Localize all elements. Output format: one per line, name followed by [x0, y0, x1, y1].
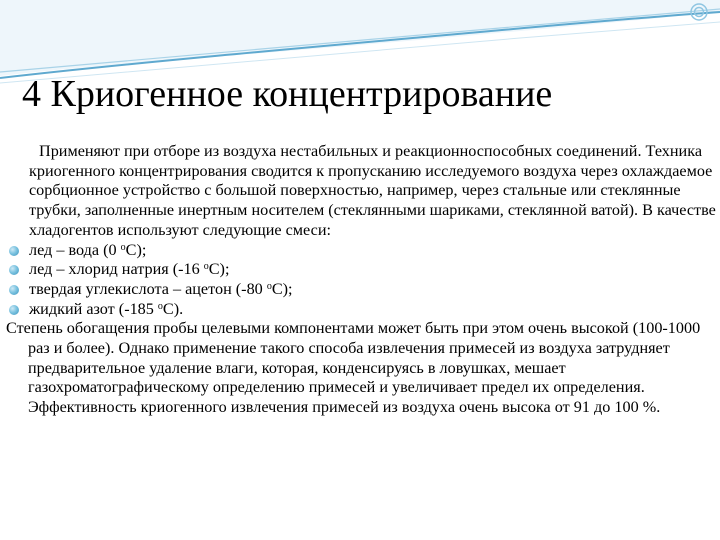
- bullet-dot-icon: [9, 305, 19, 315]
- degree-sign: о: [120, 241, 126, 253]
- degree-sign: о: [203, 261, 209, 273]
- bullet-text: жидкий азот (-185: [29, 299, 158, 318]
- bullet-text: лед – хлорид натрия (-16: [29, 260, 204, 279]
- bullet-text-end: С);: [125, 240, 147, 259]
- bullet-dot-icon: [9, 285, 19, 295]
- bullet-dot-icon: [9, 246, 19, 256]
- bullet-item: [6, 241, 716, 261]
- degree-sign: о: [157, 300, 163, 312]
- bullet-text: твердая углекислота – ацетон (-80: [29, 279, 267, 298]
- bullet-item: [6, 260, 716, 280]
- degree-sign: о: [266, 280, 272, 292]
- bullet-text: лед – вода (0: [29, 240, 121, 259]
- bullet-item: [6, 300, 716, 320]
- intro-paragraph: Применяют при отборе из воздуха нестабильных и реакционноспособных соединений. Техника криогенного концентрирования сводится к пропусканию исследуемого воздуха через охлаждаемое сорбционное устройство с большой поверхностью, например, через стальные или стеклянные трубки, заполненные инертным носителем (стеклянными шариками, стеклянной ватой). В качестве хладогентов используют следующие смеси:: [29, 142, 716, 239]
- closing-paragraph: Степень обогащения пробы целевыми компонентами может быть при этом очень высокой (100-1000 раз и более). Однако применение такого способа извлечения примесей из воздуха затрудняет предварительное удаление влаги, которая, конденсируясь в ловушках, мешает газохроматографическому определению примесей и увеличивает предел их определения. Эффективность криогенного извлечения примесей из воздуха очень высока от 91 до 100 %.: [6, 319, 701, 417]
- bullet-text-end: С).: [162, 299, 184, 318]
- bullet-dot-icon: [9, 265, 19, 275]
- slide-title: 4 Криогенное концентрирование: [22, 73, 553, 115]
- bullet-text-end: С);: [271, 279, 293, 298]
- bullet-text-end: С);: [208, 260, 230, 279]
- slide-body: [6, 142, 716, 418]
- wave-fill-light: [0, 0, 720, 76]
- bullet-item: [6, 280, 716, 300]
